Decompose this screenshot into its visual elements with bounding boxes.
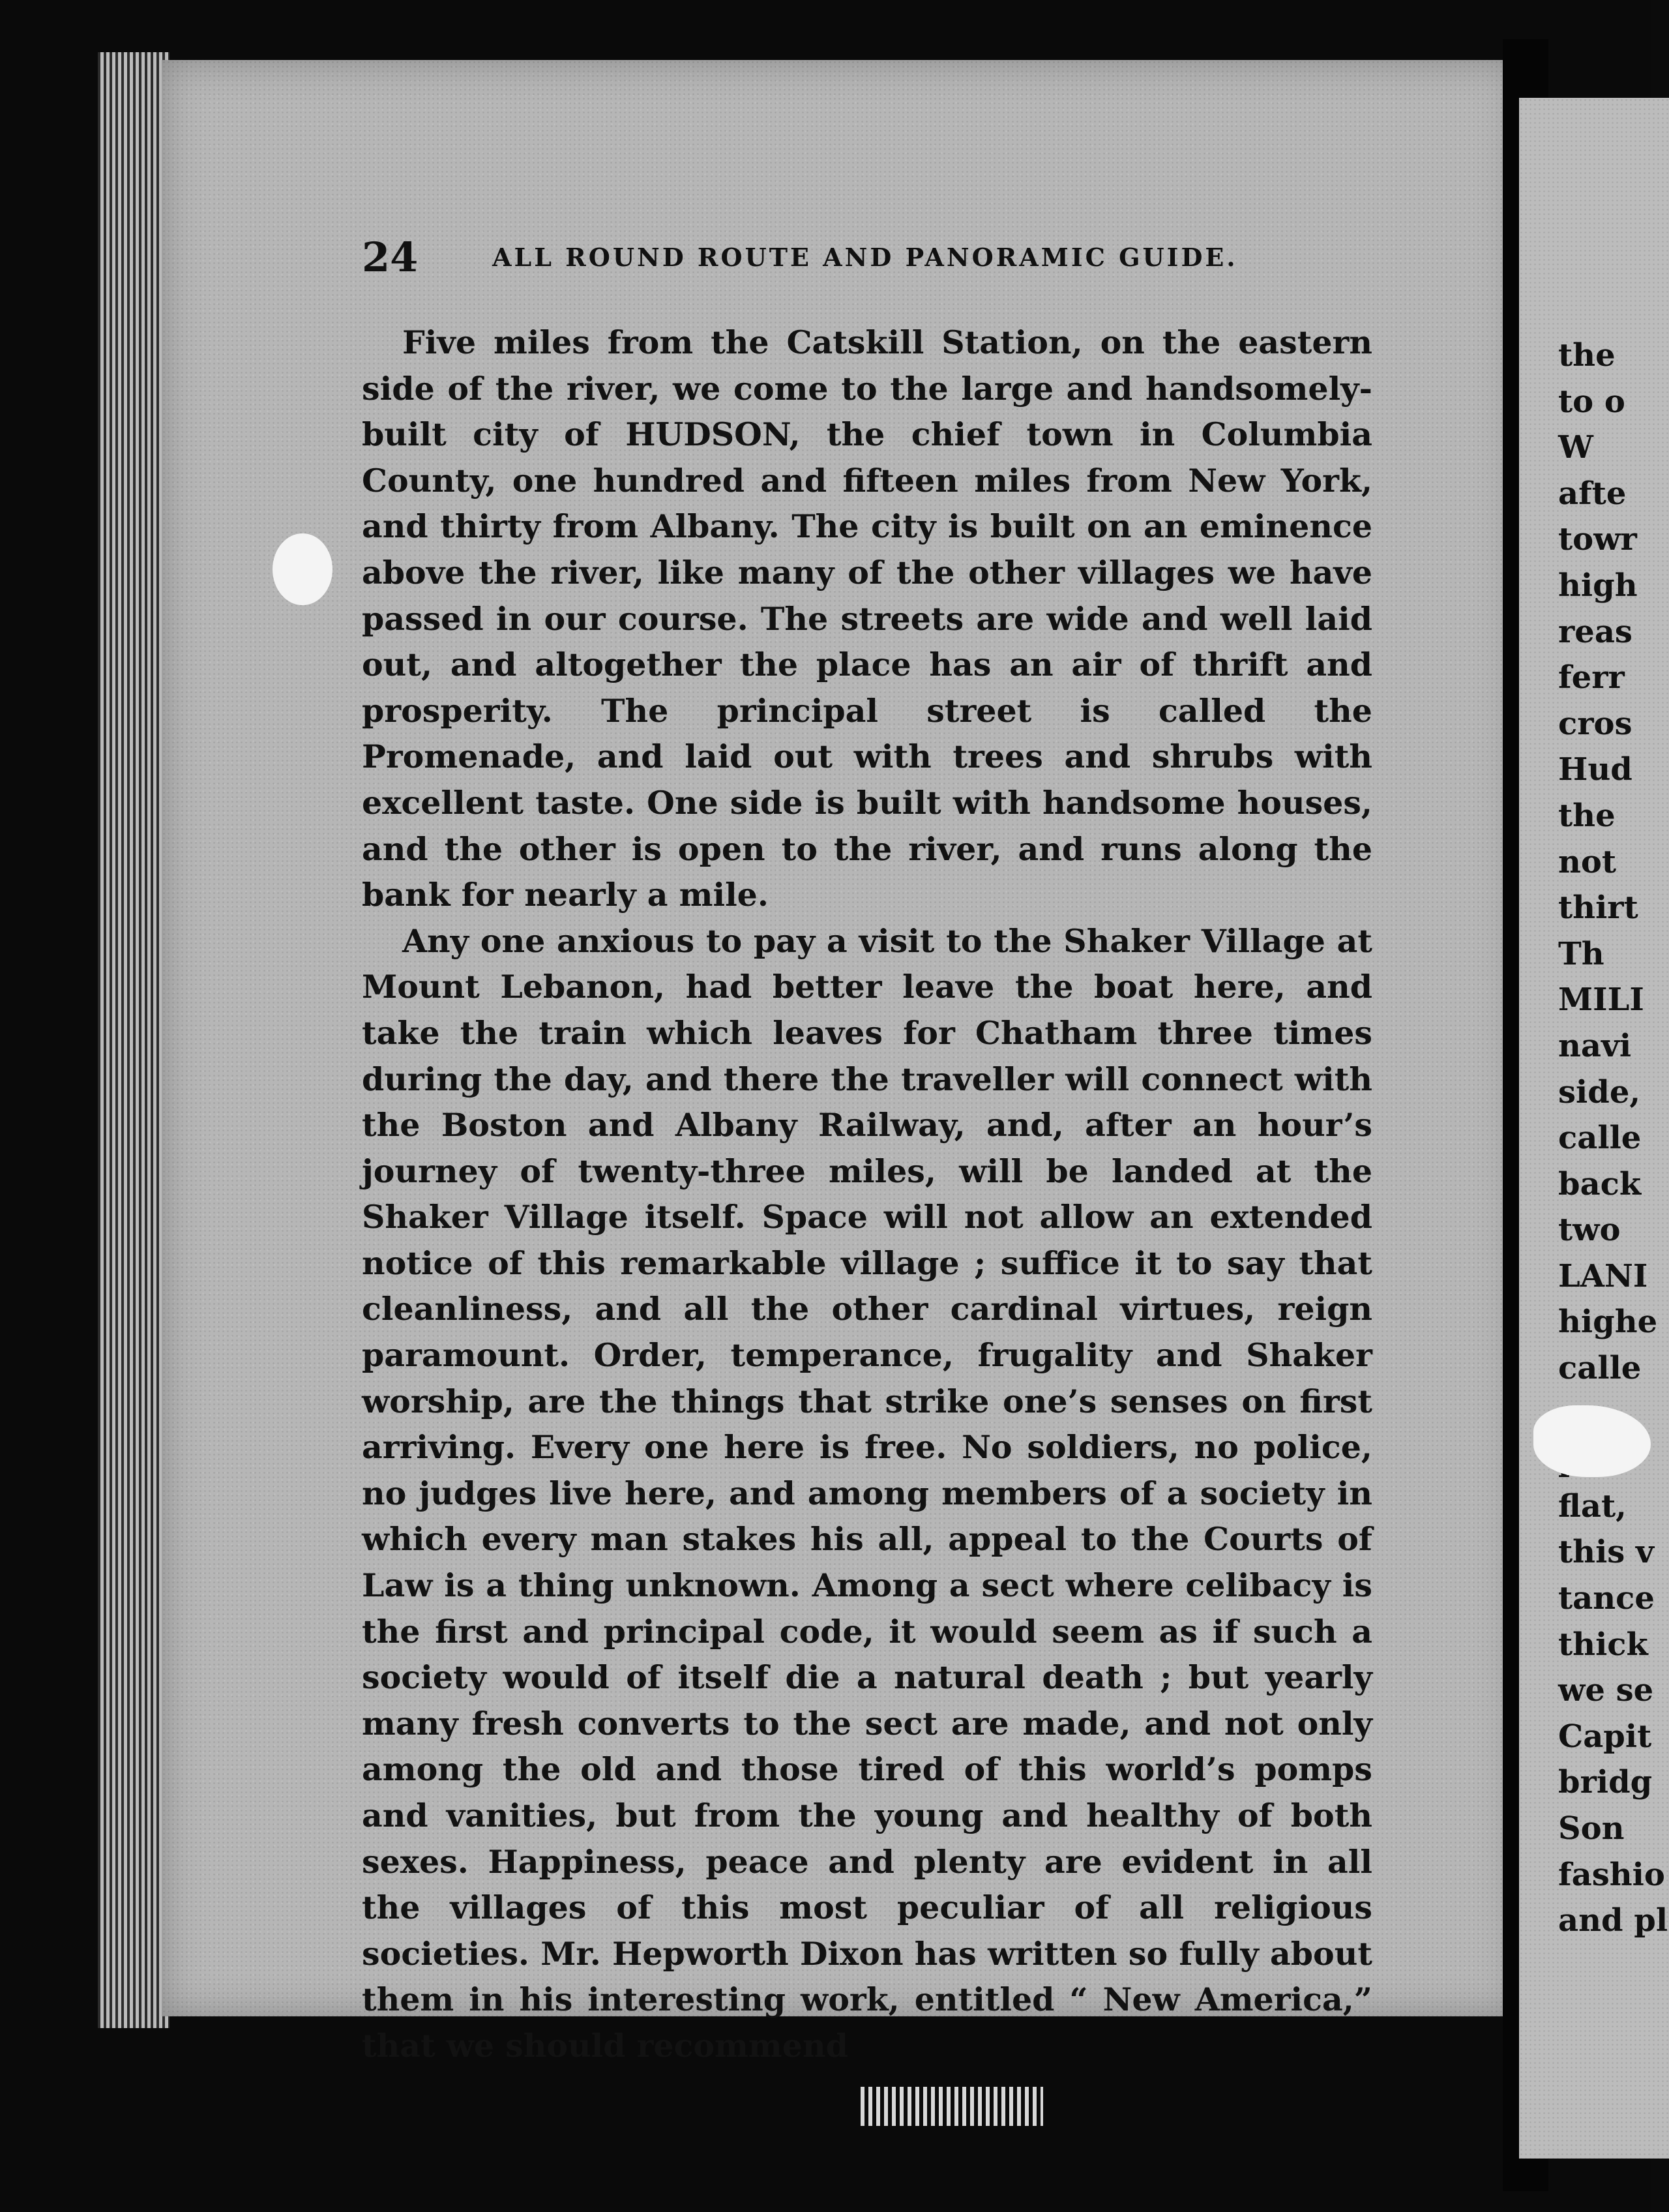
facing-page-line: back bbox=[1558, 1165, 1642, 1203]
facing-page-line: calle bbox=[1558, 1120, 1642, 1157]
running-title: ALL ROUND ROUTE AND PANORAMIC GUIDE. bbox=[492, 243, 1238, 272]
facing-page-line: high bbox=[1558, 567, 1638, 604]
facing-page-line: two bbox=[1558, 1212, 1621, 1249]
page-number: 24 bbox=[362, 233, 419, 281]
facing-page-line: LANI bbox=[1558, 1257, 1648, 1294]
facing-page-line: the bbox=[1558, 797, 1616, 834]
facing-page-line: to o bbox=[1558, 383, 1625, 420]
facing-page-line: Th bbox=[1558, 935, 1604, 972]
facing-page-line: side, bbox=[1558, 1073, 1641, 1111]
facing-page-line: towr bbox=[1558, 521, 1637, 558]
facing-page-line: cros bbox=[1558, 705, 1632, 742]
facing-page-line: highe bbox=[1558, 1304, 1658, 1341]
facing-page-text bbox=[1558, 333, 1668, 1944]
facing-page-line: Capit bbox=[1558, 1718, 1652, 1755]
paragraph-hudson: Five miles from the Catskill Station, on the eastern side of the river, we come to the large and handsomely-built city of HUDSON, the chief town in Columbia County, one hundred and fifteen miles from New York, and thirty from Albany. The city is built on an eminence above the river, like many of the other villages we have passed in our course. The streets are wide and well laid out, and altogether the place has an air of thrift and prosperity. The principal street is called the Promenade, and laid out with trees and shrubs with excellent taste. One side is built with handsome houses, and the other is open to the river, and runs along the bank for nearly a mile. bbox=[362, 323, 1372, 914]
facing-page-edge bbox=[1519, 98, 1669, 2159]
facing-page-line: MILI bbox=[1558, 981, 1644, 1019]
facing-page-line: flat, bbox=[1558, 1487, 1627, 1525]
facing-page-line: W bbox=[1558, 429, 1593, 466]
facing-page-line: we se bbox=[1558, 1672, 1654, 1709]
facing-page-line: fashio bbox=[1558, 1856, 1665, 1893]
binding-mark bbox=[861, 2087, 1043, 2126]
facing-page-line: not bbox=[1558, 843, 1617, 880]
facing-page-line: navi bbox=[1558, 1027, 1632, 1064]
facing-page-line: Son bbox=[1558, 1810, 1625, 1847]
facing-page-line: afte bbox=[1558, 475, 1627, 512]
page-block-edges bbox=[98, 52, 170, 2028]
body-text bbox=[362, 320, 1372, 2069]
facing-page-line: thirt bbox=[1558, 889, 1638, 927]
facing-page-line: calle bbox=[1558, 1350, 1642, 1387]
facing-page-line: Hud bbox=[1558, 751, 1632, 788]
facing-page-line: tance bbox=[1558, 1580, 1655, 1617]
facing-page-line: this v bbox=[1558, 1534, 1654, 1571]
facing-page-line: the bbox=[1558, 337, 1616, 374]
facing-page-line: bridg bbox=[1558, 1764, 1653, 1801]
paper-stain bbox=[273, 533, 332, 605]
facing-page-line: reas bbox=[1558, 613, 1632, 650]
facing-page-line: and pl bbox=[1558, 1902, 1668, 1939]
paragraph-shaker-village: Any one anxious to pay a visit to the Shaker Village at Mount Lebanon, had better leave the boat here, and take the train which leaves for Chatham three times during the day, and there the traveller will connect with the Boston and Albany Railway, and, after an hour’s journey of twenty-three miles, will be landed at the Shaker Village itself. Space will not allow an extended notice of this remarkable village ; suffice it to say that cleanliness, and all the other cardinal virtues, reign paramount. Order, temperance, frugality and Shaker worship, are the things that strike one’s senses on first arriving. Every one here is free. No soldiers, no police, no judges live here, and among members of a society in which every man stakes his all, appeal to the Courts of Law is a thing unknown. Among a sect where celibacy is the first and principal code, it would seem as if such a society would of itself die a natural death ; but yearly many fresh converts to the sect are made, and not only among the old and those tired of this world’s pomps and vanities, but from the young and healthy of both sexes. Happiness, peace and plenty are evident in all the villages of this most peculiar of all religious societies. Mr. Hepworth Dixon has written so fully about them in his interesting work, entitled “ New America,” that we should recommend bbox=[362, 921, 1372, 2065]
facing-page-line: ferr bbox=[1558, 659, 1625, 696]
facing-page-line: thick bbox=[1558, 1626, 1648, 1663]
